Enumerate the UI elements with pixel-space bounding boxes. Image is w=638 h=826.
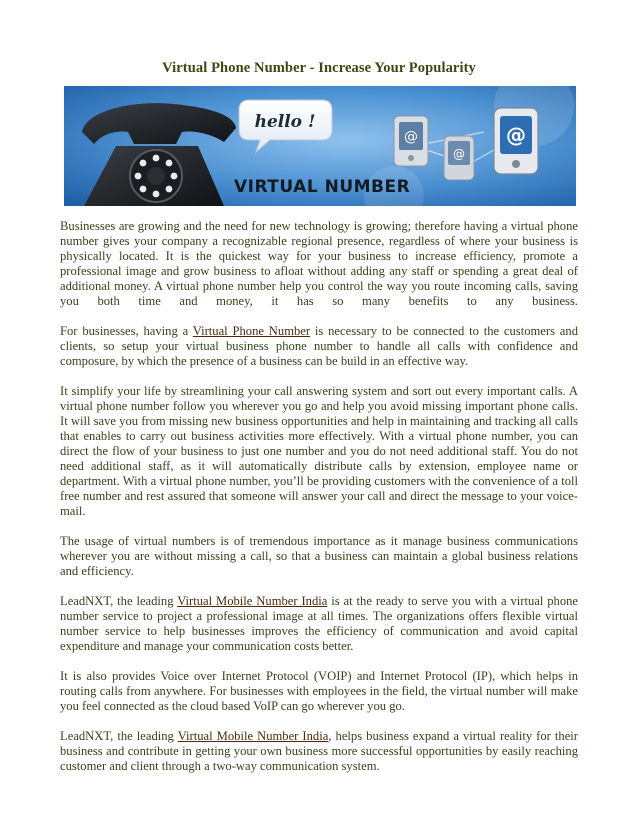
banner-illustration [64,86,576,206]
paragraph-5-text-end: is at the ready to serve you with a virtual phone number service to project a professional image at all times. The organizations offers flexible virtual number service to help businesses improves the efficiency of communication and avoid capital expenditure and manage your communication costs better. [60,594,579,653]
svg-text:@: @ [506,123,526,147]
paragraph-3: It simplify your life by streamlining your call answering system and sort out every important calls. A virtual phone number follow you wherever you go and help you avoid missing important phone calls. It will save you from missing new business opportunities and help in maintaining and tracking all calls that enables to carry out business activities more effectively. With a virtual phone number, you can direct the flow of your business to just one number and you do not need additional staff. You do not need additional staff, as it will automatically distribute calls by extension, employee name or department. With a virtual phone number, you’ll be providing customers with the convenience of a toll free number and rest assured that someone will answer your call and direct the message to your voice-mail. [60,384,578,518]
virtual-number-banner [64,86,576,206]
paragraph-4: The usage of virtual numbers is of tremendous importance as it manage business communications wherever you are without missing a call, so that a business can maintain a global business relations and efficiency. [60,534,578,578]
paragraph-2-text-start: For businesses, having a [60,324,193,338]
hello-text: hello ! [254,112,316,132]
paragraph-2 [60,324,578,369]
paragraph-7-text-end: , helps business expand a virtual reality for their business and contribute in getting your own business more successful opportunities by easily reaching customer and client through a two-way communication system. [60,729,579,773]
paragraph-2-text-end: is necessary to be connected to the customers and clients, so setup your virtual business phone number to handle all calls with confidence and composure, by which the presence of a business can be build in an effective way. [60,324,578,368]
article-body [60,219,578,789]
paragraph-5-text-start: LeadNXT, the leading [60,594,178,608]
page-title: Virtual Phone Number - Increase Your Popularity [162,60,476,76]
virtual-phone-number-link[interactable]: Virtual Phone Number [192,324,311,338]
svg-text:@: @ [404,129,418,145]
banner-brand-text: VIRTUAL NUMBER [234,177,411,197]
paragraph-7 [60,729,578,774]
paragraph-5 [60,594,578,654]
paragraph-7-text-start: LeadNXT, the leading [60,729,178,743]
small-phone-icon [394,116,428,166]
virtual-mobile-number-india-link[interactable]: Virtual Mobile Number India [177,594,328,608]
svg-text:@: @ [453,147,465,161]
medium-phone-icon [444,136,474,180]
large-phone-icon [494,108,538,174]
paragraph-1: Businesses are growing and the need for new technology is growing; therefore having a virtual phone number gives your company a recognizable regional presence, regardless of where your business is physically located. It is the quickest way for your business to increase efficiency, promote a professional image and grow business to afloat without adding any staff or spending a great deal of additional money. A virtual phone number help you control the way you route incoming calls, saving you both time and money, it has so many benefits to any business. [60,219,578,308]
virtual-mobile-number-india-link-2[interactable]: Virtual Mobile Number India [177,729,329,743]
paragraph-6: It is also provides Voice over Internet Protocol (VOIP) and Internet Protocol (IP), which helps in routing calls from anywhere. For businesses with employees in the field, the virtual number will make you feel connected as the cloud based VoIP can go wherever you go. [60,669,578,713]
